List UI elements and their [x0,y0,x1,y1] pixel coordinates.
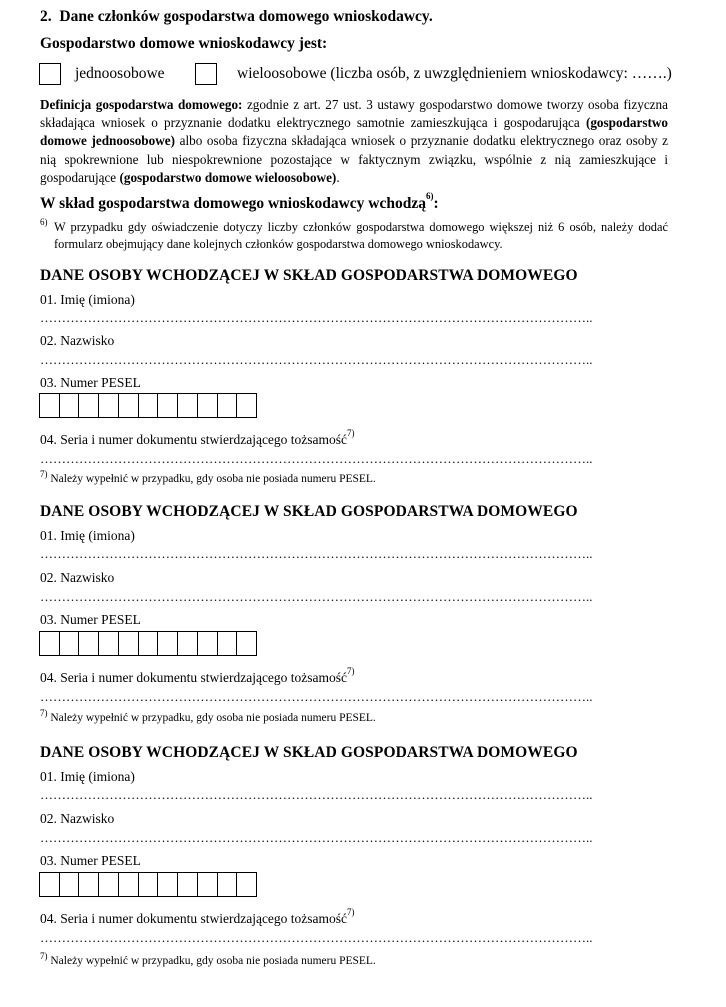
pesel-footnote-text: Należy wypełnić w przypadku, gdy osoba nie posiada numeru PESEL. [47,473,376,485]
footnote-6-line-1: W przypadku gdy oświadczenie dotyczy liczby członków gospodarstwa domowego większej niż 6 osób, należy dodać [54,220,668,234]
pesel-footnote [40,708,376,724]
pesel-footnote [40,951,376,967]
section-number: 2. [40,8,52,25]
pesel-digit-box[interactable] [218,394,238,417]
footnote-6 [40,219,668,253]
pesel-digit-box[interactable] [40,632,60,655]
pesel-field[interactable] [39,872,257,897]
pesel-digit-box[interactable] [79,632,99,655]
id-document-label-text: 04. Seria i numer dokumentu stwierdzającego tożsamość [40,432,348,447]
section-heading [40,8,433,26]
pesel-digit-box[interactable] [198,394,218,417]
pesel-digit-box[interactable] [158,632,178,655]
household-type-question: Gospodarstwo domowe wnioskodawcy jest: [40,35,328,52]
pesel-digit-box[interactable] [218,873,238,896]
id-document-field[interactable]: ……………………………………………………………………………………………………………….. [40,451,593,466]
pesel-digit-box[interactable] [99,632,119,655]
members-heading-suffix: : [433,195,439,212]
pesel-label: 03. Numer PESEL [40,612,141,627]
pesel-digit-box[interactable] [139,873,159,896]
person-heading: DANE OSOBY WCHODZĄCEJ W SKŁAD GOSPODARSTWA DOMOWEGO [40,744,578,761]
pesel-footnote-text: Należy wypełnić w przypadku, gdy osoba nie posiada numeru PESEL. [47,712,376,724]
pesel-digit-box[interactable] [178,632,198,655]
pesel-digit-box[interactable] [218,632,238,655]
first-name-field[interactable]: ……………………………………………………………………………………………………………….. [40,787,593,802]
multi-household-checkbox[interactable] [195,63,217,85]
first-name-field[interactable]: ……………………………………………………………………………………………………………….. [40,546,593,561]
person-heading: DANE OSOBY WCHODZĄCEJ W SKŁAD GOSPODARSTWA DOMOWEGO [40,503,578,520]
pesel-digit-box[interactable] [79,394,99,417]
pesel-digit-box[interactable] [119,873,139,896]
id-document-label [40,907,355,927]
pesel-digit-box[interactable] [198,873,218,896]
pesel-digit-box[interactable] [237,632,256,655]
id-document-field[interactable]: ……………………………………………………………………………………………………………….. [40,689,593,704]
pesel-label: 03. Numer PESEL [40,853,141,868]
pesel-field[interactable] [39,631,257,656]
definition-text-2: albo osoba fizyczna składająca wniosek o przyznanie dodatku elektrycznego oraz osoby z nią spokrewnione lub niespokrewnione pozostające w faktycznym związku, wspólnie z nią zamieszkujące i gospodarujące [40,133,668,185]
last-name-field[interactable]: ……………………………………………………………………………………………………………….. [40,352,593,367]
pesel-field[interactable] [39,393,257,418]
footnote-6-ref: 6) [40,217,48,227]
pesel-footnote-ref: 7) [40,951,48,961]
multi-household-label: wieloosobowe (liczba osób, z uwzględnieniem wnioskodawcy: …….) [237,65,672,82]
pesel-label: 03. Numer PESEL [40,375,141,390]
id-document-footnote-ref: 7) [347,907,355,917]
pesel-digit-box[interactable] [119,394,139,417]
pesel-digit-box[interactable] [237,394,256,417]
first-name-label: 01. Imię (imiona) [40,769,135,784]
single-household-checkbox[interactable] [39,63,61,85]
pesel-digit-box[interactable] [158,873,178,896]
single-household-label: jednoosobowe [75,65,165,82]
pesel-digit-box[interactable] [60,873,80,896]
id-document-label [40,666,355,686]
id-document-label [40,428,355,448]
first-name-field[interactable]: ……………………………………………………………………………………………………………….. [40,310,593,325]
id-document-footnote-ref: 7) [347,666,355,676]
definition-text-end: . [336,169,340,185]
id-document-label-text: 04. Seria i numer dokumentu stwierdzającego tożsamość [40,670,348,685]
members-heading [40,191,439,213]
pesel-digit-box[interactable] [139,394,159,417]
pesel-digit-box[interactable] [99,394,119,417]
pesel-digit-box[interactable] [158,394,178,417]
last-name-field[interactable]: ……………………………………………………………………………………………………………….. [40,830,593,845]
pesel-digit-box[interactable] [237,873,256,896]
members-heading-footnote-ref: 6) [425,191,434,201]
last-name-label: 02. Nazwisko [40,333,115,348]
pesel-digit-box[interactable] [119,632,139,655]
person-heading: DANE OSOBY WCHODZĄCEJ W SKŁAD GOSPODARSTWA DOMOWEGO [40,267,578,284]
pesel-footnote-ref: 7) [40,708,48,718]
pesel-digit-box[interactable] [178,873,198,896]
last-name-label: 02. Nazwisko [40,570,115,585]
definition-text-1: zgodnie z art. 27 ust. 3 ustawy gospodarstwo domowe tworzy osoba fizyczna składająca wniosek o przyznanie dodatku elektrycznego samotnie zamieszkująca i gospodarująca [40,97,668,131]
id-document-field[interactable]: ……………………………………………………………………………………………………………….. [40,930,593,945]
last-name-label: 02. Nazwisko [40,811,115,826]
members-heading-text: W skład gospodarstwa domowego wnioskodawcy wchodzą [40,195,426,212]
pesel-digit-box[interactable] [60,632,80,655]
pesel-footnote [40,469,376,485]
pesel-digit-box[interactable] [79,873,99,896]
id-document-label-text: 04. Seria i numer dokumentu stwierdzającego tożsamość [40,911,348,926]
id-document-footnote-ref: 7) [347,428,355,438]
first-name-label: 01. Imię (imiona) [40,292,135,307]
definition-bold-1: (gospodarstwo domowe jednoosobowe) [40,115,668,149]
pesel-digit-box[interactable] [40,394,60,417]
pesel-digit-box[interactable] [99,873,119,896]
last-name-field[interactable]: ……………………………………………………………………………………………………………….. [40,589,593,604]
pesel-footnote-ref: 7) [40,469,48,479]
pesel-digit-box[interactable] [198,632,218,655]
definition-label: Definicja gospodarstwa domowego: [40,97,243,112]
pesel-digit-box[interactable] [60,394,80,417]
pesel-digit-box[interactable] [178,394,198,417]
first-name-label: 01. Imię (imiona) [40,528,135,543]
pesel-digit-box[interactable] [139,632,159,655]
household-definition [40,96,668,187]
pesel-digit-box[interactable] [40,873,60,896]
definition-bold-2: (gospodarstwo domowe wieloosobowe) [119,169,337,185]
section-title: Dane członków gospodarstwa domowego wnioskodawcy. [59,8,433,25]
footnote-6-line-2: formularz obejmujący dane kolejnych członków gospodarstwa domowego wnioskodawcy. [54,237,503,251]
pesel-footnote-text: Należy wypełnić w przypadku, gdy osoba nie posiada numeru PESEL. [47,955,376,967]
